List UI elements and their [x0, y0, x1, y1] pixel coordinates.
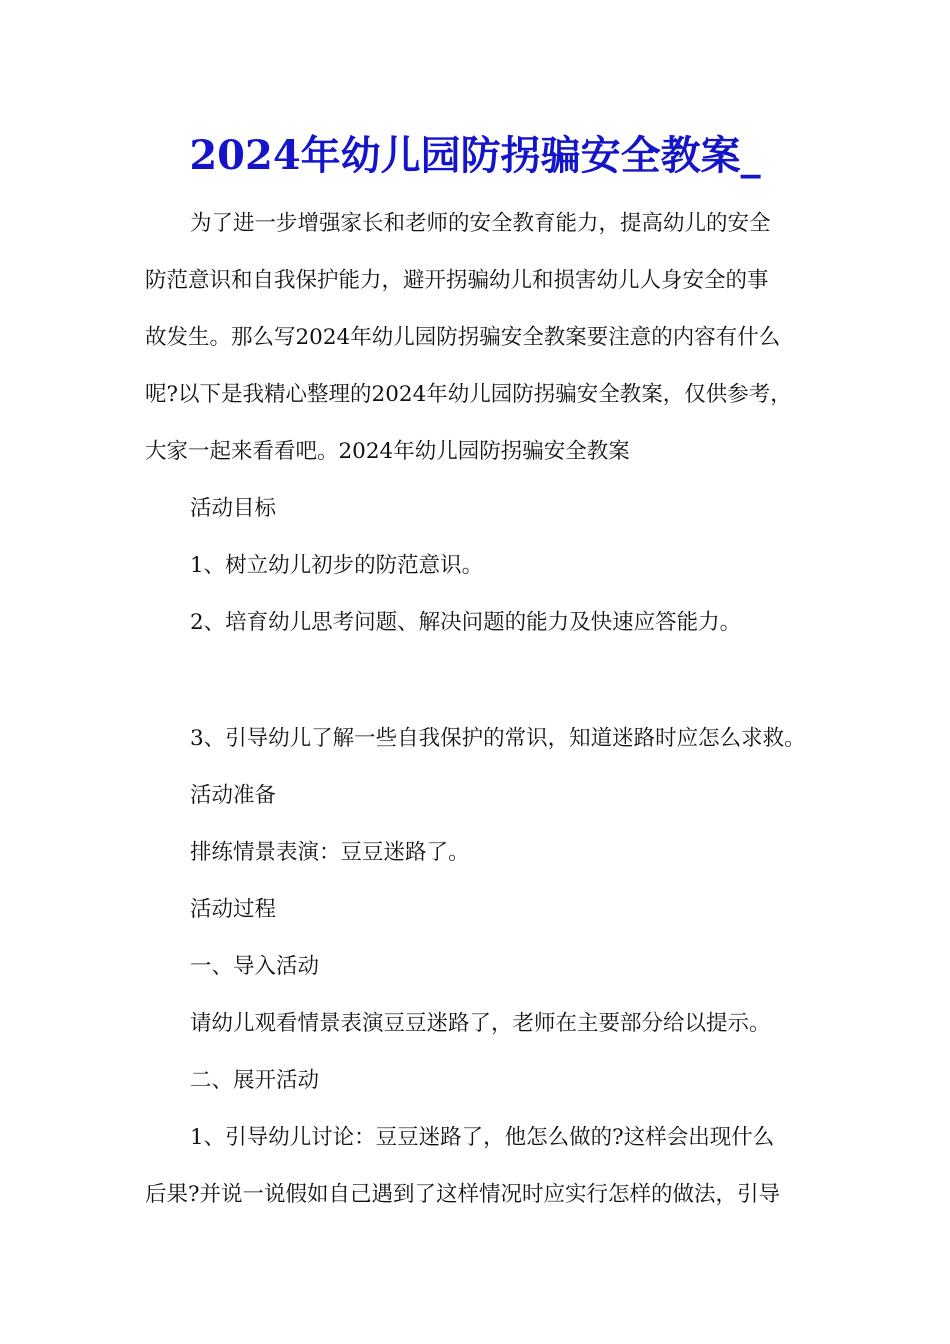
prep-text: 排练情景表演：豆豆迷路了。: [190, 840, 470, 865]
goal-item-1: 1、树立幼儿初步的防范意识。: [190, 553, 484, 578]
goals-heading: 活动目标: [190, 496, 277, 521]
goal-item-3: 3、引导幼儿了解一些自我保护的常识，知道迷路时应怎么求救。: [190, 726, 806, 751]
goal-item-2: 2、培育幼儿思考问题、解决问题的能力及快速应答能力。: [190, 610, 742, 635]
section-2-line-2: 后果?并说一说假如自己遇到了这样情况时应实行怎样的做法，引导: [145, 1182, 781, 1207]
section-2-heading: 二、展开活动: [190, 1068, 320, 1093]
process-heading: 活动过程: [190, 897, 277, 922]
section-1-text: 请幼儿观看情景表演豆豆迷路了，老师在主要部分给以提示。: [190, 1011, 771, 1036]
section-2-line-1: 1、引导幼儿讨论：豆豆迷路了，他怎么做的?这样会出现什么: [190, 1125, 775, 1150]
document-title: 2024年幼儿园防拐骗安全教案_: [189, 132, 761, 179]
intro-line-3: 故发生。那么写2024年幼儿园防拐骗安全教案要注意的内容有什么: [145, 325, 781, 350]
intro-line-1: 为了进一步增强家长和老师的安全教育能力，提高幼儿的安全: [190, 211, 771, 236]
intro-line-2: 防范意识和自我保护能力，避开拐骗幼儿和损害幼儿人身安全的事: [145, 268, 769, 293]
section-1-heading: 一、导入活动: [190, 954, 320, 979]
intro-line-5: 大家一起来看看吧。2024年幼儿园防拐骗安全教案: [145, 439, 630, 464]
intro-line-4: 呢?以下是我精心整理的2024年幼儿园防拐骗安全教案，仅供参考，: [145, 382, 792, 407]
prep-heading: 活动准备: [190, 783, 277, 808]
